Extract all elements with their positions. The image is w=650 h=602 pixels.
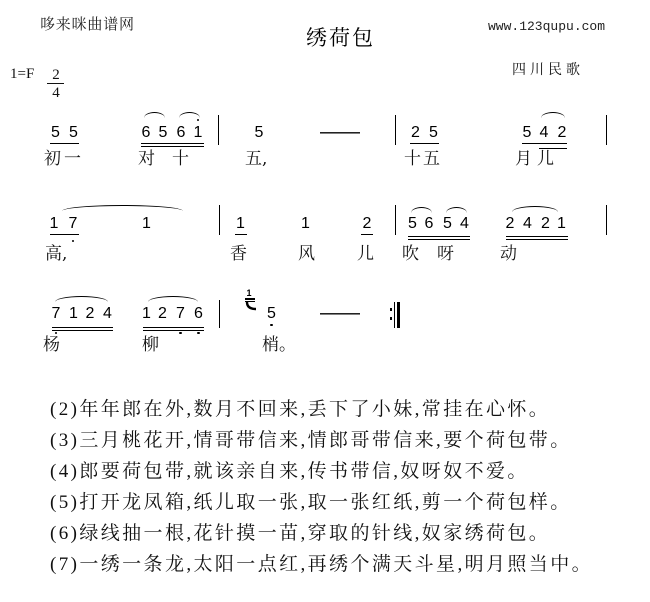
underline-beam bbox=[52, 330, 113, 332]
repeat-dot bbox=[390, 317, 393, 320]
underline-beam bbox=[50, 234, 79, 236]
slur bbox=[541, 112, 565, 118]
note: 7 bbox=[51, 305, 61, 322]
lyric: 呀 bbox=[437, 244, 454, 264]
note: 4 bbox=[460, 215, 469, 232]
verse-line: (5)打开龙凤箱,纸儿取一张,取一张红纸,剪一个荷包样。 bbox=[50, 492, 572, 513]
song-title: 绣荷包 bbox=[306, 26, 375, 50]
underline-beam bbox=[361, 234, 373, 236]
note: 5 bbox=[408, 215, 417, 232]
note: 5 bbox=[69, 124, 78, 141]
lyric: 儿 bbox=[537, 149, 554, 169]
lyric: 儿 bbox=[357, 244, 374, 264]
lyric: 杨 bbox=[43, 335, 60, 355]
key-signature: 1=F bbox=[10, 66, 35, 82]
repeat-dot bbox=[390, 308, 393, 311]
verse-line: (7)一绣一条龙,太阳一点红,再绣个满天斗星,明月照当中。 bbox=[50, 554, 594, 575]
lyric: 十 bbox=[172, 149, 189, 169]
underline-beam bbox=[522, 143, 567, 145]
note: 4 bbox=[539, 124, 549, 141]
lyric: 一 bbox=[64, 149, 81, 169]
slur bbox=[144, 112, 165, 118]
grace-note: 1 bbox=[246, 288, 252, 298]
lyric: 月 bbox=[515, 149, 532, 169]
note: 1 bbox=[301, 215, 310, 232]
site-url: www.123qupu.com bbox=[488, 19, 606, 34]
bar-line bbox=[219, 300, 220, 328]
note: 4 bbox=[103, 305, 112, 322]
slur bbox=[55, 296, 108, 302]
note: 5 bbox=[51, 124, 60, 141]
bar-line bbox=[395, 205, 396, 235]
slur bbox=[512, 206, 558, 212]
note: 2 bbox=[505, 215, 515, 232]
lyric: 对 bbox=[138, 149, 155, 169]
lyric: 五 bbox=[423, 149, 440, 169]
lyric: 风 bbox=[298, 244, 315, 264]
lyric: 五, bbox=[245, 149, 268, 169]
lyric: 柳 bbox=[142, 335, 159, 355]
slur bbox=[446, 207, 467, 213]
note: 5 bbox=[254, 124, 264, 141]
note: 5 bbox=[158, 124, 168, 141]
underline-beam bbox=[410, 143, 439, 145]
underline-beam bbox=[143, 327, 204, 329]
dash-extension: —— bbox=[320, 302, 360, 324]
underline-beam bbox=[506, 239, 568, 241]
underline-beam bbox=[143, 330, 204, 332]
lyric: 动 bbox=[500, 244, 517, 264]
verse-line: (4)郎要荷包带,就该亲自来,传书带信,奴呀奴不爱。 bbox=[50, 461, 529, 482]
verse-line: (3)三月桃花开,情哥带信来,情郎哥带信来,要个荷包带。 bbox=[50, 430, 572, 451]
underline-beam bbox=[50, 143, 79, 145]
grace-slur-icon bbox=[244, 301, 260, 311]
bar-line bbox=[606, 205, 607, 235]
verse-line: (6)绿线抽一根,花针摸一苗,穿取的针线,奴家绣荷包。 bbox=[50, 523, 551, 544]
verse-line: (2)年年郎在外,数月不回来,丢下了小妹,常挂在心怀。 bbox=[50, 399, 551, 420]
note: 1 bbox=[142, 215, 151, 232]
underline-beam bbox=[235, 234, 247, 236]
note: 4 bbox=[523, 215, 532, 232]
lyric: 初 bbox=[44, 149, 61, 169]
note: 1 bbox=[557, 215, 566, 232]
note: 2 bbox=[557, 124, 567, 141]
note: 6 bbox=[194, 305, 203, 322]
thin-bar-line bbox=[394, 302, 395, 328]
note: 2 bbox=[85, 305, 95, 322]
underline-beam bbox=[141, 146, 204, 148]
grace-underline bbox=[245, 298, 255, 300]
note: 2 bbox=[158, 305, 167, 322]
site-name: 哆来咪曲谱网 bbox=[40, 15, 135, 33]
song-origin: 四川民歌 bbox=[512, 62, 584, 78]
note: 1 bbox=[49, 215, 59, 232]
note: 5 bbox=[443, 215, 452, 232]
underline-beam bbox=[141, 143, 204, 145]
bar-line bbox=[606, 115, 607, 145]
note: 6 bbox=[176, 124, 186, 141]
lyric: 香 bbox=[230, 244, 247, 264]
note: 6 bbox=[141, 124, 151, 141]
note: 5 bbox=[429, 124, 438, 141]
bar-line bbox=[219, 205, 220, 235]
lyric: 十 bbox=[404, 149, 421, 169]
note: 1 bbox=[69, 305, 78, 322]
lyric: 高, bbox=[45, 244, 68, 264]
note: 7 bbox=[176, 305, 185, 322]
dash-extension: —— bbox=[320, 121, 360, 143]
verses bbox=[50, 394, 593, 580]
note: 2 bbox=[541, 215, 550, 232]
underline-beam bbox=[52, 327, 113, 329]
underline-beam bbox=[506, 236, 568, 238]
note: 1 bbox=[142, 305, 151, 322]
note: 5 bbox=[522, 124, 532, 141]
note: 2 bbox=[362, 215, 372, 232]
bar-line bbox=[218, 115, 219, 145]
underline-beam bbox=[408, 239, 470, 241]
time-signature-top: 2 bbox=[52, 67, 60, 83]
underline-beam bbox=[408, 236, 470, 238]
note: 6 bbox=[424, 215, 434, 232]
thick-bar-line bbox=[397, 302, 400, 328]
time-signature-line bbox=[47, 83, 64, 84]
slur bbox=[179, 112, 200, 118]
note: 1 bbox=[236, 215, 245, 232]
slur bbox=[148, 296, 198, 302]
note: 7 bbox=[68, 215, 78, 232]
slur bbox=[411, 207, 432, 213]
lyric: 梢。 bbox=[262, 335, 296, 355]
slur bbox=[62, 205, 183, 211]
note: 1 bbox=[193, 124, 203, 141]
note: 2 bbox=[411, 124, 420, 141]
note: 5 bbox=[267, 305, 276, 322]
bar-line bbox=[395, 115, 396, 145]
lyric: 吹 bbox=[402, 244, 419, 264]
time-signature-bottom: 4 bbox=[52, 85, 60, 101]
